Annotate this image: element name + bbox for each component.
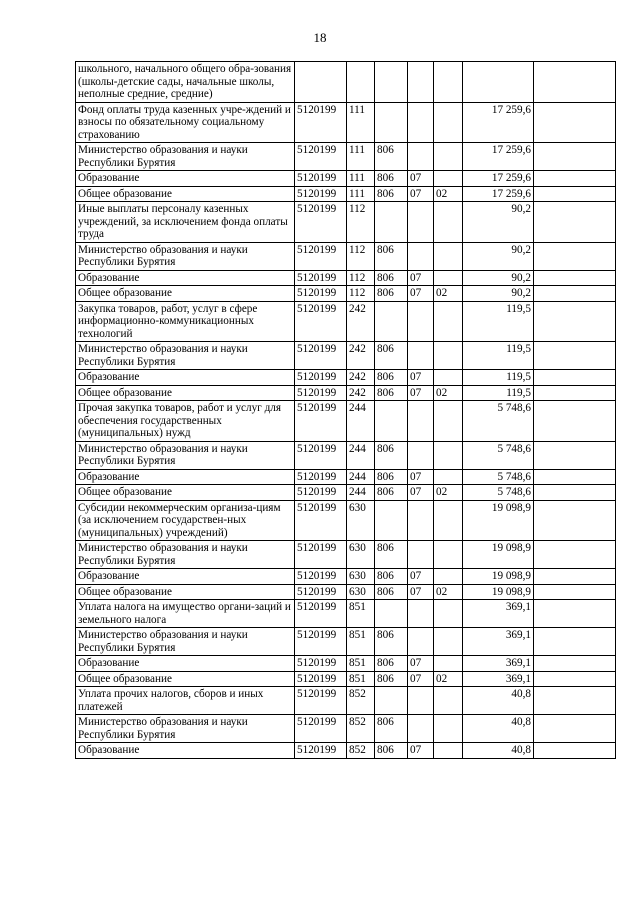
expense-type-cell: 851 (347, 600, 375, 628)
item-name-cell: Общее образование (76, 186, 295, 202)
amount-cell: 369,1 (463, 628, 534, 656)
budget-table (75, 61, 616, 759)
table-row (76, 687, 616, 715)
item-name-cell: Уплата налога на имущество органи-заций и земельного налога (76, 600, 295, 628)
amount-cell: 40,8 (463, 687, 534, 715)
admin-code-cell (375, 202, 408, 243)
empty-cell (534, 541, 616, 569)
amount-cell: 90,2 (463, 242, 534, 270)
expense-type-cell: 244 (347, 441, 375, 469)
admin-code-cell: 806 (375, 370, 408, 386)
section-cell: 07 (408, 186, 434, 202)
amount-cell: 19 098,9 (463, 541, 534, 569)
section-cell (408, 301, 434, 342)
expense-type-cell: 112 (347, 242, 375, 270)
table-row (76, 469, 616, 485)
empty-cell (534, 301, 616, 342)
table-row (76, 600, 616, 628)
item-name-cell: Министерство образования и науки Республики Бурятия (76, 441, 295, 469)
amount-cell: 90,2 (463, 286, 534, 302)
admin-code-cell (375, 301, 408, 342)
section-cell: 07 (408, 270, 434, 286)
table-row (76, 301, 616, 342)
expense-type-cell: 851 (347, 671, 375, 687)
amount-cell: 369,1 (463, 671, 534, 687)
empty-cell (534, 270, 616, 286)
target-article-cell: 5120199 (295, 600, 347, 628)
section-cell (408, 202, 434, 243)
target-article-cell: 5120199 (295, 186, 347, 202)
subsection-cell (434, 301, 463, 342)
admin-code-cell: 806 (375, 485, 408, 501)
empty-cell (534, 62, 616, 103)
subsection-cell: 02 (434, 584, 463, 600)
table-row (76, 186, 616, 202)
amount-cell: 5 748,6 (463, 441, 534, 469)
expense-type-cell: 852 (347, 743, 375, 759)
target-article-cell: 5120199 (295, 485, 347, 501)
table-row (76, 242, 616, 270)
expense-type-cell: 851 (347, 628, 375, 656)
table-row (76, 401, 616, 442)
section-cell: 07 (408, 171, 434, 187)
expense-type-cell: 242 (347, 370, 375, 386)
admin-code-cell: 806 (375, 242, 408, 270)
amount-cell: 19 098,9 (463, 500, 534, 541)
section-cell (408, 715, 434, 743)
empty-cell (534, 286, 616, 302)
expense-type-cell: 630 (347, 584, 375, 600)
empty-cell (534, 743, 616, 759)
item-name-cell: Образование (76, 270, 295, 286)
target-article-cell: 5120199 (295, 143, 347, 171)
section-cell (408, 102, 434, 143)
section-cell (408, 500, 434, 541)
subsection-cell (434, 370, 463, 386)
subsection-cell (434, 342, 463, 370)
item-name-cell: Общее образование (76, 286, 295, 302)
admin-code-cell: 806 (375, 441, 408, 469)
amount-cell: 369,1 (463, 600, 534, 628)
empty-cell (534, 715, 616, 743)
target-article-cell: 5120199 (295, 441, 347, 469)
admin-code-cell (375, 62, 408, 103)
admin-code-cell: 806 (375, 385, 408, 401)
expense-type-cell (347, 62, 375, 103)
subsection-cell (434, 62, 463, 103)
admin-code-cell: 806 (375, 628, 408, 656)
target-article-cell: 5120199 (295, 541, 347, 569)
admin-code-cell: 806 (375, 584, 408, 600)
budget-table-body (76, 62, 616, 759)
table-row (76, 385, 616, 401)
subsection-cell (434, 715, 463, 743)
item-name-cell: Закупка товаров, работ, услуг в сфере информационно-коммуникационных технологий (76, 301, 295, 342)
admin-code-cell: 806 (375, 541, 408, 569)
section-cell (408, 242, 434, 270)
admin-code-cell: 806 (375, 569, 408, 585)
table-row (76, 286, 616, 302)
subsection-cell (434, 569, 463, 585)
section-cell: 07 (408, 584, 434, 600)
table-row (76, 628, 616, 656)
subsection-cell: 02 (434, 671, 463, 687)
section-cell: 07 (408, 485, 434, 501)
amount-cell: 17 259,6 (463, 171, 534, 187)
target-article-cell: 5120199 (295, 202, 347, 243)
item-name-cell: Образование (76, 370, 295, 386)
subsection-cell (434, 500, 463, 541)
admin-code-cell: 806 (375, 469, 408, 485)
expense-type-cell: 242 (347, 342, 375, 370)
table-row (76, 671, 616, 687)
admin-code-cell: 806 (375, 171, 408, 187)
item-name-cell: Министерство образования и науки Республики Бурятия (76, 715, 295, 743)
expense-type-cell: 244 (347, 469, 375, 485)
item-name-cell: Общее образование (76, 485, 295, 501)
expense-type-cell: 244 (347, 485, 375, 501)
subsection-cell (434, 656, 463, 672)
amount-cell: 19 098,9 (463, 569, 534, 585)
subsection-cell (434, 171, 463, 187)
item-name-cell: Министерство образования и науки Республики Бурятия (76, 242, 295, 270)
target-article-cell: 5120199 (295, 715, 347, 743)
item-name-cell: Образование (76, 569, 295, 585)
section-cell (408, 541, 434, 569)
target-article-cell: 5120199 (295, 171, 347, 187)
item-name-cell: Образование (76, 469, 295, 485)
empty-cell (534, 370, 616, 386)
empty-cell (534, 385, 616, 401)
expense-type-cell: 111 (347, 143, 375, 171)
expense-type-cell: 111 (347, 186, 375, 202)
subsection-cell (434, 202, 463, 243)
expense-type-cell: 112 (347, 286, 375, 302)
item-name-cell: Министерство образования и науки Республики Бурятия (76, 541, 295, 569)
amount-cell: 5 748,6 (463, 469, 534, 485)
admin-code-cell: 806 (375, 743, 408, 759)
table-row (76, 62, 616, 103)
table-row (76, 370, 616, 386)
section-cell: 07 (408, 286, 434, 302)
item-name-cell: Общее образование (76, 385, 295, 401)
table-row (76, 143, 616, 171)
empty-cell (534, 171, 616, 187)
table-row (76, 569, 616, 585)
item-name-cell: Субсидии некоммерческим организа-циям (за исключением государствен-ных (муниципальных) учреждений) (76, 500, 295, 541)
target-article-cell: 5120199 (295, 242, 347, 270)
admin-code-cell: 806 (375, 186, 408, 202)
target-article-cell: 5120199 (295, 286, 347, 302)
item-name-cell: Министерство образования и науки Республики Бурятия (76, 143, 295, 171)
amount-cell: 5 748,6 (463, 401, 534, 442)
section-cell: 07 (408, 469, 434, 485)
amount-cell: 119,5 (463, 370, 534, 386)
amount-cell: 40,8 (463, 743, 534, 759)
expense-type-cell: 630 (347, 541, 375, 569)
item-name-cell: Министерство образования и науки Республики Бурятия (76, 628, 295, 656)
target-article-cell: 5120199 (295, 743, 347, 759)
section-cell (408, 342, 434, 370)
subsection-cell: 02 (434, 485, 463, 501)
admin-code-cell: 806 (375, 671, 408, 687)
table-row (76, 171, 616, 187)
subsection-cell: 02 (434, 286, 463, 302)
section-cell (408, 143, 434, 171)
amount-cell: 119,5 (463, 385, 534, 401)
empty-cell (534, 202, 616, 243)
item-name-cell: Образование (76, 171, 295, 187)
subsection-cell (434, 600, 463, 628)
empty-cell (534, 242, 616, 270)
admin-code-cell: 806 (375, 286, 408, 302)
item-name-cell: школьного, начального общего обра-зования (школы-детские сады, начальные школы, неполные средние, средние) (76, 62, 295, 103)
target-article-cell: 5120199 (295, 370, 347, 386)
expense-type-cell: 112 (347, 202, 375, 243)
admin-code-cell (375, 600, 408, 628)
target-article-cell: 5120199 (295, 656, 347, 672)
amount-cell: 17 259,6 (463, 102, 534, 143)
amount-cell: 19 098,9 (463, 584, 534, 600)
table-row (76, 500, 616, 541)
table-row (76, 102, 616, 143)
empty-cell (534, 500, 616, 541)
subsection-cell: 02 (434, 186, 463, 202)
target-article-cell: 5120199 (295, 500, 347, 541)
empty-cell (534, 600, 616, 628)
item-name-cell: Прочая закупка товаров, работ и услуг для обеспечения государственных (муниципальных) нужд (76, 401, 295, 442)
section-cell: 07 (408, 569, 434, 585)
empty-cell (534, 401, 616, 442)
item-name-cell: Образование (76, 743, 295, 759)
item-name-cell: Общее образование (76, 584, 295, 600)
admin-code-cell (375, 687, 408, 715)
amount-cell: 90,2 (463, 270, 534, 286)
section-cell (408, 600, 434, 628)
admin-code-cell: 806 (375, 342, 408, 370)
subsection-cell (434, 541, 463, 569)
table-row (76, 202, 616, 243)
expense-type-cell: 242 (347, 385, 375, 401)
amount-cell: 90,2 (463, 202, 534, 243)
admin-code-cell: 806 (375, 143, 408, 171)
subsection-cell: 02 (434, 385, 463, 401)
admin-code-cell (375, 500, 408, 541)
expense-type-cell: 242 (347, 301, 375, 342)
expense-type-cell: 851 (347, 656, 375, 672)
table-row (76, 270, 616, 286)
item-name-cell: Фонд оплаты труда казенных учре-ждений и взносы по обязательному социальному страхованию (76, 102, 295, 143)
target-article-cell: 5120199 (295, 469, 347, 485)
empty-cell (534, 628, 616, 656)
expense-type-cell: 852 (347, 715, 375, 743)
empty-cell (534, 441, 616, 469)
empty-cell (534, 671, 616, 687)
amount-cell: 17 259,6 (463, 186, 534, 202)
expense-type-cell: 112 (347, 270, 375, 286)
table-row (76, 342, 616, 370)
target-article-cell: 5120199 (295, 569, 347, 585)
admin-code-cell: 806 (375, 270, 408, 286)
admin-code-cell: 806 (375, 715, 408, 743)
empty-cell (534, 569, 616, 585)
admin-code-cell (375, 102, 408, 143)
empty-cell (534, 687, 616, 715)
subsection-cell (434, 242, 463, 270)
target-article-cell: 5120199 (295, 270, 347, 286)
target-article-cell: 5120199 (295, 301, 347, 342)
target-article-cell (295, 62, 347, 103)
subsection-cell (434, 102, 463, 143)
empty-cell (534, 143, 616, 171)
subsection-cell (434, 441, 463, 469)
subsection-cell (434, 469, 463, 485)
section-cell (408, 628, 434, 656)
item-name-cell: Министерство образования и науки Республики Бурятия (76, 342, 295, 370)
section-cell: 07 (408, 656, 434, 672)
expense-type-cell: 630 (347, 500, 375, 541)
table-row (76, 485, 616, 501)
section-cell: 07 (408, 385, 434, 401)
page-number: 18 (313, 30, 327, 45)
section-cell: 07 (408, 370, 434, 386)
subsection-cell (434, 270, 463, 286)
target-article-cell: 5120199 (295, 671, 347, 687)
section-cell: 07 (408, 671, 434, 687)
amount-cell: 369,1 (463, 656, 534, 672)
admin-code-cell (375, 401, 408, 442)
subsection-cell (434, 743, 463, 759)
subsection-cell (434, 143, 463, 171)
expense-type-cell: 111 (347, 102, 375, 143)
amount-cell (463, 62, 534, 103)
amount-cell: 40,8 (463, 715, 534, 743)
amount-cell: 119,5 (463, 342, 534, 370)
target-article-cell: 5120199 (295, 584, 347, 600)
empty-cell (534, 342, 616, 370)
admin-code-cell: 806 (375, 656, 408, 672)
empty-cell (534, 584, 616, 600)
expense-type-cell: 111 (347, 171, 375, 187)
item-name-cell: Уплата прочих налогов, сборов и иных платежей (76, 687, 295, 715)
section-cell (408, 401, 434, 442)
table-row (76, 743, 616, 759)
section-cell (408, 62, 434, 103)
item-name-cell: Общее образование (76, 671, 295, 687)
empty-cell (534, 186, 616, 202)
table-row (76, 656, 616, 672)
item-name-cell: Образование (76, 656, 295, 672)
item-name-cell: Иные выплаты персоналу казенных учреждений, за исключением фонда оплаты труда (76, 202, 295, 243)
section-cell (408, 441, 434, 469)
subsection-cell (434, 687, 463, 715)
table-row (76, 584, 616, 600)
expense-type-cell: 630 (347, 569, 375, 585)
empty-cell (534, 469, 616, 485)
target-article-cell: 5120199 (295, 342, 347, 370)
table-row (76, 441, 616, 469)
table-row (76, 715, 616, 743)
target-article-cell: 5120199 (295, 628, 347, 656)
subsection-cell (434, 401, 463, 442)
empty-cell (534, 485, 616, 501)
target-article-cell: 5120199 (295, 401, 347, 442)
table-row (76, 541, 616, 569)
expense-type-cell: 244 (347, 401, 375, 442)
empty-cell (534, 656, 616, 672)
expense-type-cell: 852 (347, 687, 375, 715)
target-article-cell: 5120199 (295, 385, 347, 401)
section-cell (408, 687, 434, 715)
subsection-cell (434, 628, 463, 656)
target-article-cell: 5120199 (295, 102, 347, 143)
amount-cell: 17 259,6 (463, 143, 534, 171)
empty-cell (534, 102, 616, 143)
amount-cell: 119,5 (463, 301, 534, 342)
section-cell: 07 (408, 743, 434, 759)
target-article-cell: 5120199 (295, 687, 347, 715)
amount-cell: 5 748,6 (463, 485, 534, 501)
